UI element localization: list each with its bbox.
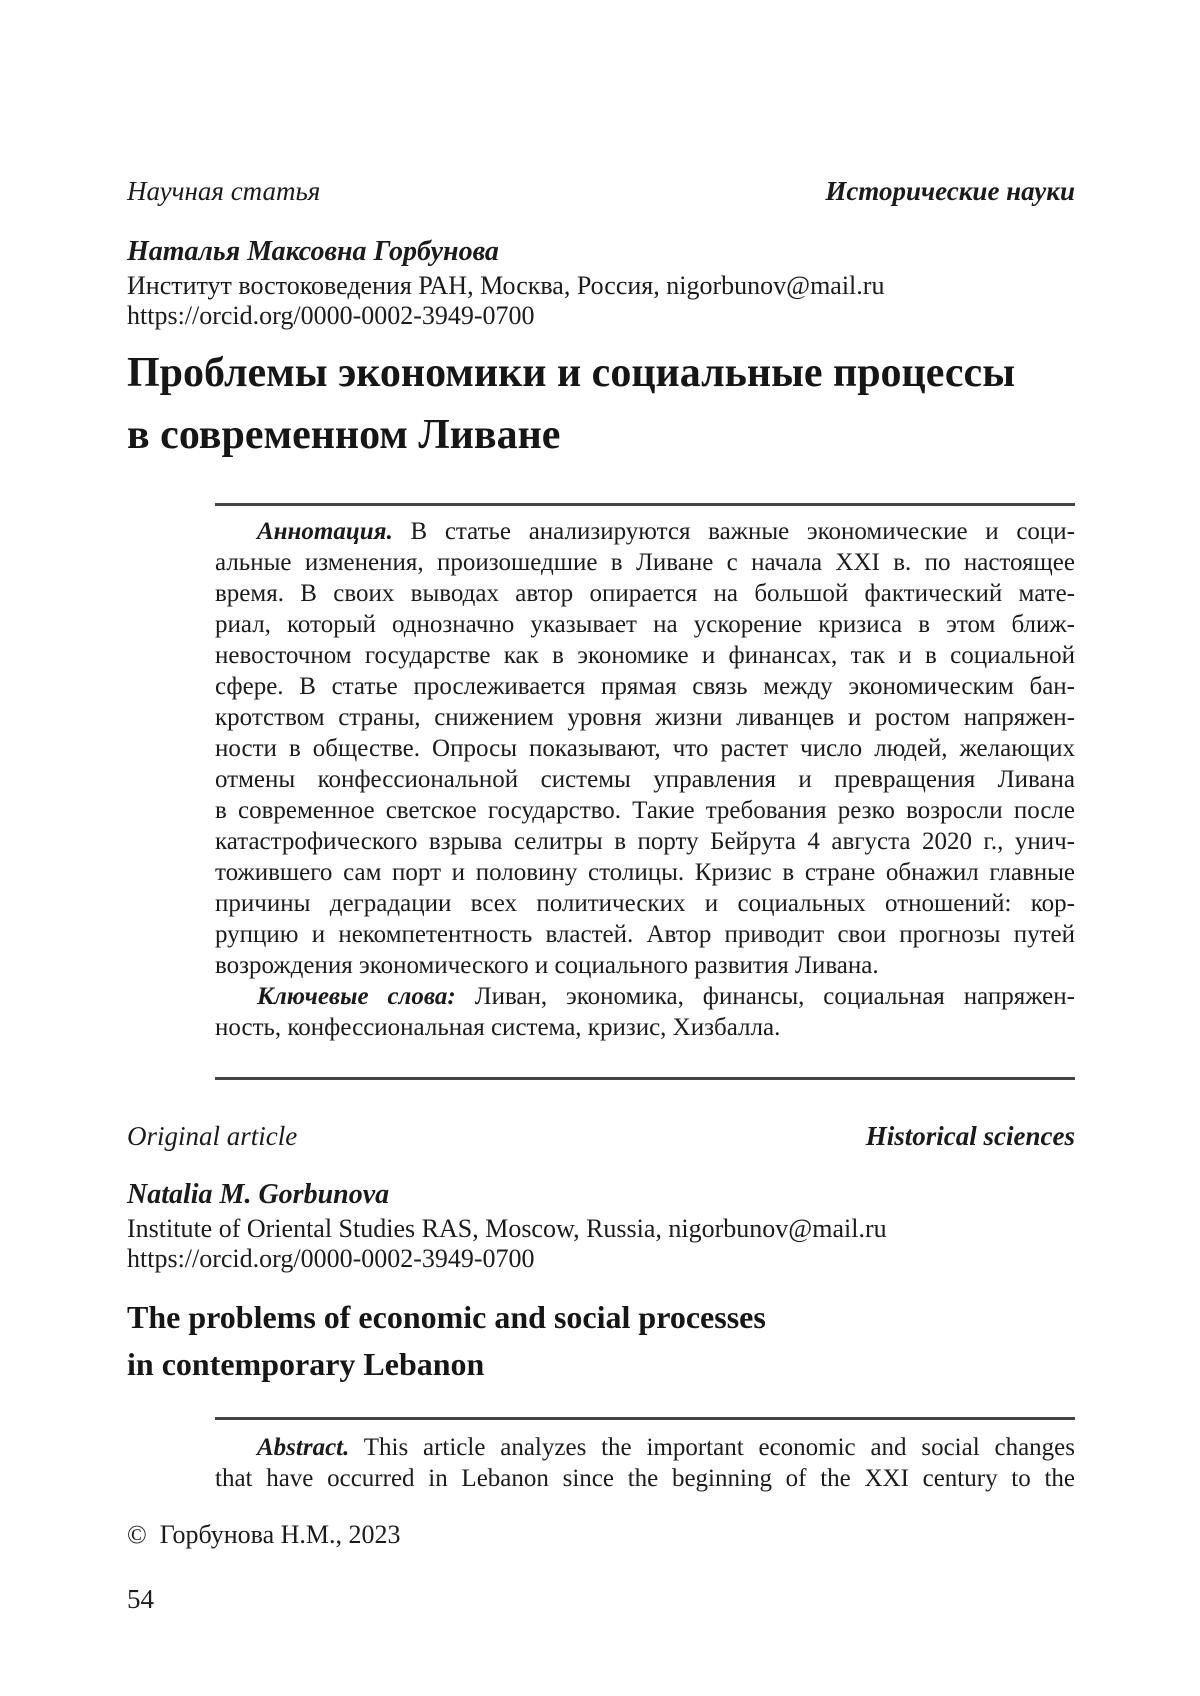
ru-science-field: Исторические науки xyxy=(825,176,1075,206)
page-number: 54 xyxy=(127,1584,154,1614)
title-line: The problems of economic and social processes xyxy=(127,1299,766,1335)
abstract-line: риал, который однозначно указывает на ускорение кризиса в этом ближ- xyxy=(215,611,1075,638)
ru-author-name: Наталья Максовна Горбунова xyxy=(127,236,499,267)
title-line: в современном Ливане xyxy=(127,412,561,458)
abstract-line: в современное светское государство. Такие требования резко возросли после xyxy=(215,797,1075,824)
rule-bottom xyxy=(215,1417,1075,1420)
abstract-line: катастрофического взрыва селитры в порту Бейрута 4 августа 2020 г., унич- xyxy=(215,828,1075,855)
abstract-line: Ключевые слова: Ливан, экономика, финансы, социальная напряжен- xyxy=(257,983,1075,1010)
ru-article-type: Научная статья xyxy=(127,176,321,206)
abstract-lead-label: Ключевые слова: xyxy=(257,983,456,1010)
en-kicker-row xyxy=(127,1121,1075,1152)
en-orcid-link: https://orcid.org/0000-0002-3949-0700 xyxy=(127,1244,535,1273)
en-article-type: Original article xyxy=(127,1121,298,1151)
ru-orcid-link: https://orcid.org/0000-0002-3949-0700 xyxy=(127,301,535,330)
abstract-line: that have occurred in Lebanon since the beginning of the XXI century to the xyxy=(215,1465,1075,1492)
abstract-line: Abstract. This article analyzes the important economic and social changes xyxy=(257,1434,1075,1461)
en-article-title xyxy=(127,1294,1075,1388)
en-abstract xyxy=(215,1432,1075,1494)
abstract-line: отмены конфессиональной системы управления и превращения Ливана xyxy=(215,766,1075,793)
ru-kicker-row xyxy=(127,176,1075,207)
abstract-lead-label: Аннотация. xyxy=(257,518,393,545)
abstract-line: рупцию и некомпетентность властей. Автор приводит свои прогнозы путей xyxy=(215,921,1075,948)
ru-article-title xyxy=(127,342,1075,466)
abstract-line: ности в обществе. Опросы показывают, что растет число людей, желающих xyxy=(215,735,1075,762)
abstract-line: альные изменения, произошедшие в Ливане с начала XXI в. по настоящее xyxy=(215,549,1075,576)
abstract-line: тожившего сам порт и половину столицы. Кризис в стране обнажил главные xyxy=(215,859,1075,886)
ru-affiliation: Институт востоковедения РАН, Москва, Россия, nigorbunov@mail.ru xyxy=(127,271,885,300)
title-line: in contemporary Lebanon xyxy=(127,1346,485,1382)
abstract-line: возрождения экономического и социального развития Ливана. xyxy=(215,952,879,979)
copyright-note: © Горбунова Н.М., 2023 xyxy=(127,1520,401,1549)
title-line: Проблемы экономики и социальные процессы xyxy=(127,350,1015,396)
abstract-line: невосточном государстве как в экономике и финансах, так и в социальной xyxy=(215,642,1075,669)
rule-top xyxy=(215,503,1075,506)
en-affiliation: Institute of Oriental Studies RAS, Moscow, Russia, nigorbunov@mail.ru xyxy=(127,1214,887,1243)
en-author-name: Natalia M. Gorbunova xyxy=(127,1179,390,1210)
abstract-line: ность, конфессиональная система, кризис, Хизбалла. xyxy=(215,1014,781,1041)
en-science-field: Historical sciences xyxy=(865,1121,1075,1151)
abstract-line: сфере. В статье прослеживается прямая связь между экономическим бан- xyxy=(215,673,1075,700)
abstract-line: причины деградации всех политических и социальных отношений: кор- xyxy=(215,890,1075,917)
abstract-line: время. В своих выводах автор опирается на большой фактический мате- xyxy=(215,580,1075,607)
abstract-line: Аннотация. В статье анализируются важные экономические и соци- xyxy=(257,518,1075,545)
abstract-lead-label: Abstract. xyxy=(257,1434,350,1461)
rule-middle xyxy=(215,1077,1075,1080)
abstract-line: кротством страны, снижением уровня жизни ливанцев и ростом напряжен- xyxy=(215,704,1075,731)
ru-abstract xyxy=(215,516,1075,1043)
